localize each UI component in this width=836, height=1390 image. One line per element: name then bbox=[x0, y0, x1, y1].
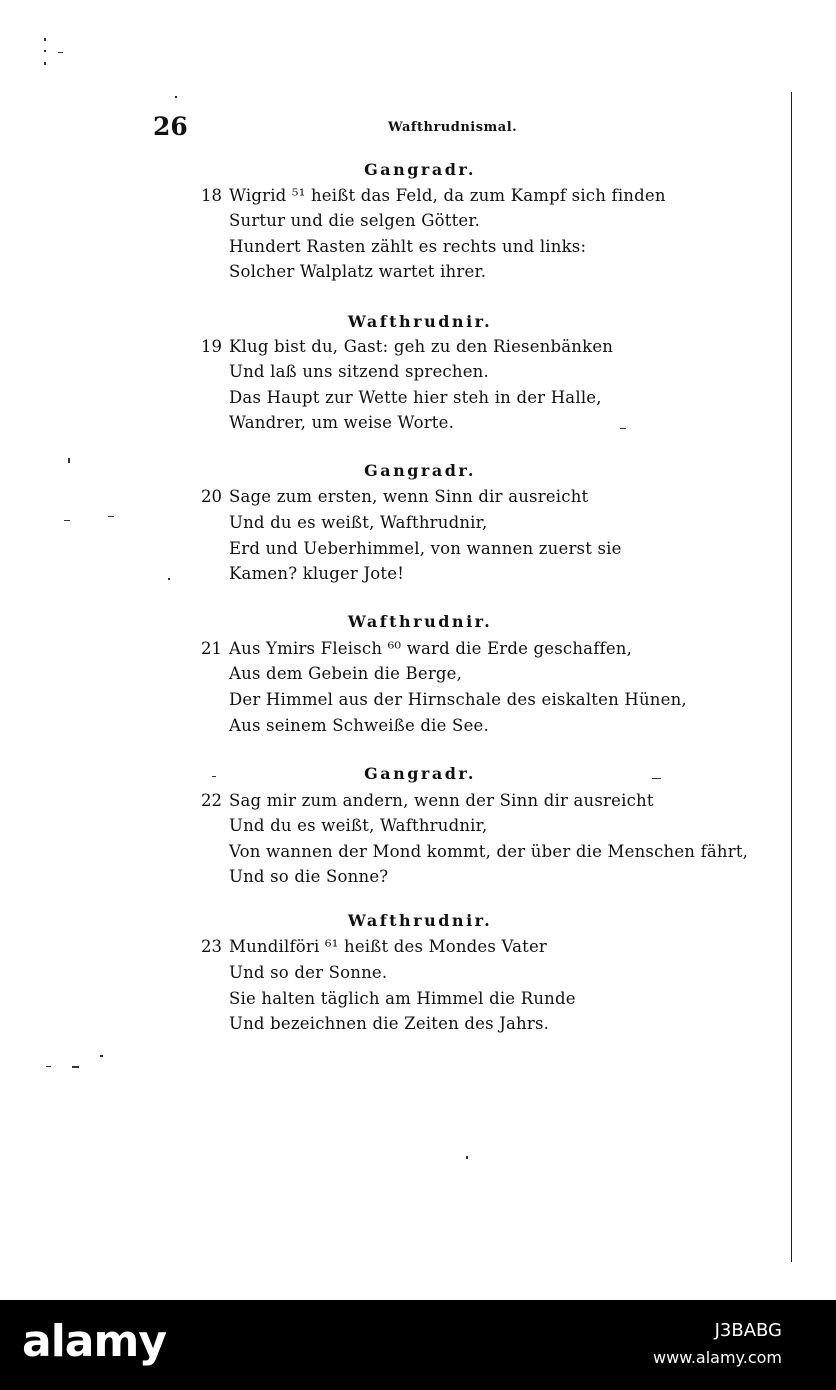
scan-speck bbox=[100, 1055, 103, 1057]
scan-speck bbox=[44, 50, 46, 52]
verse-number: 21 bbox=[201, 639, 222, 658]
scan-speck bbox=[64, 520, 70, 521]
verse-line: Solcher Walplatz wartet ihrer. bbox=[229, 262, 487, 281]
verse-line: Der Himmel aus der Hirnschale des eiskalten Hünen, bbox=[229, 690, 687, 709]
verse-line: Aus Ymirs Fleisch ⁶⁰ ward die Erde geschaffen, bbox=[229, 639, 633, 658]
verse-line: Das Haupt zur Wette hier steh in der Halle, bbox=[229, 388, 602, 407]
scan-speck bbox=[466, 1156, 468, 1159]
verse-line: Aus seinem Schweiße die See. bbox=[229, 716, 489, 735]
verse-line: Und so der Sonne. bbox=[229, 963, 388, 982]
verse-line: Und so die Sonne? bbox=[229, 867, 389, 886]
verse-line: Wigrid ⁵¹ heißt das Feld, da zum Kampf sich finden bbox=[229, 186, 666, 205]
verse-number: 20 bbox=[201, 487, 222, 506]
verse-line: Klug bist du, Gast: geh zu den Riesenbänken bbox=[229, 337, 614, 356]
speaker-heading: Wafthrudnir. bbox=[347, 911, 493, 930]
verse-line: Und bezeichnen die Zeiten des Jahrs. bbox=[229, 1014, 550, 1033]
verse-line: Und du es weißt, Wafthrudnir, bbox=[229, 816, 488, 835]
verse-line: Und du es weißt, Wafthrudnir, bbox=[229, 513, 488, 532]
verse-line: Sie halten täglich am Himmel die Runde bbox=[229, 989, 576, 1008]
verse-line: Sage zum ersten, wenn Sinn dir ausreicht bbox=[229, 487, 589, 506]
scan-speck bbox=[108, 516, 114, 517]
verse-number: 19 bbox=[201, 337, 222, 356]
alamy-logo: alamy bbox=[22, 1316, 166, 1367]
verse-line: Sag mir zum andern, wenn der Sinn dir ausreicht bbox=[229, 791, 654, 810]
verse-number: 18 bbox=[201, 186, 222, 205]
speaker-heading: Gangradr. bbox=[364, 160, 476, 179]
footer-url: www.alamy.com bbox=[653, 1348, 782, 1367]
verse-number: 23 bbox=[201, 937, 222, 956]
verse-line: Wandrer, um weise Worte. bbox=[229, 413, 455, 432]
verse-line: Mundilföri ⁶¹ heißt des Mondes Vater bbox=[229, 937, 548, 956]
speaker-heading: Wafthrudnir. bbox=[347, 612, 493, 631]
verse-number: 22 bbox=[201, 791, 222, 810]
speaker-heading: Wafthrudnir. bbox=[347, 312, 493, 331]
scan-speck bbox=[44, 62, 46, 65]
verse-line: Und laß uns sitzend sprechen. bbox=[229, 362, 489, 381]
page-edge-line bbox=[791, 92, 792, 1262]
verse-line: Aus dem Gebein die Berge, bbox=[229, 664, 463, 683]
speaker-heading: Gangradr. bbox=[364, 764, 476, 783]
verse-line: Hundert Rasten zählt es rechts und links: bbox=[229, 237, 587, 256]
scan-speck bbox=[175, 96, 177, 98]
verse-line: Erd und Ueberhimmel, von wannen zuerst sie bbox=[229, 539, 622, 558]
scan-speck bbox=[652, 778, 661, 779]
scan-speck bbox=[212, 776, 216, 777]
scan-speck bbox=[168, 578, 170, 580]
stock-footer-bar bbox=[0, 1300, 836, 1390]
scan-speck bbox=[44, 38, 46, 41]
running-head: Wafthrudnismal. bbox=[388, 120, 518, 135]
scan-speck bbox=[620, 428, 626, 429]
verse-line: Surtur und die selgen Götter. bbox=[229, 211, 481, 230]
verse-line: Kamen? kluger Jote! bbox=[229, 564, 405, 583]
scan-speck bbox=[46, 1066, 51, 1067]
scan-speck bbox=[58, 52, 63, 53]
image-id: J3BABG bbox=[714, 1320, 782, 1341]
verse-line: Von wannen der Mond kommt, der über die Menschen fährt, bbox=[229, 842, 749, 861]
scan-speck bbox=[68, 458, 70, 463]
page-number: 26 bbox=[153, 112, 188, 141]
speaker-heading: Gangradr. bbox=[364, 461, 476, 480]
scan-speck bbox=[72, 1066, 79, 1068]
